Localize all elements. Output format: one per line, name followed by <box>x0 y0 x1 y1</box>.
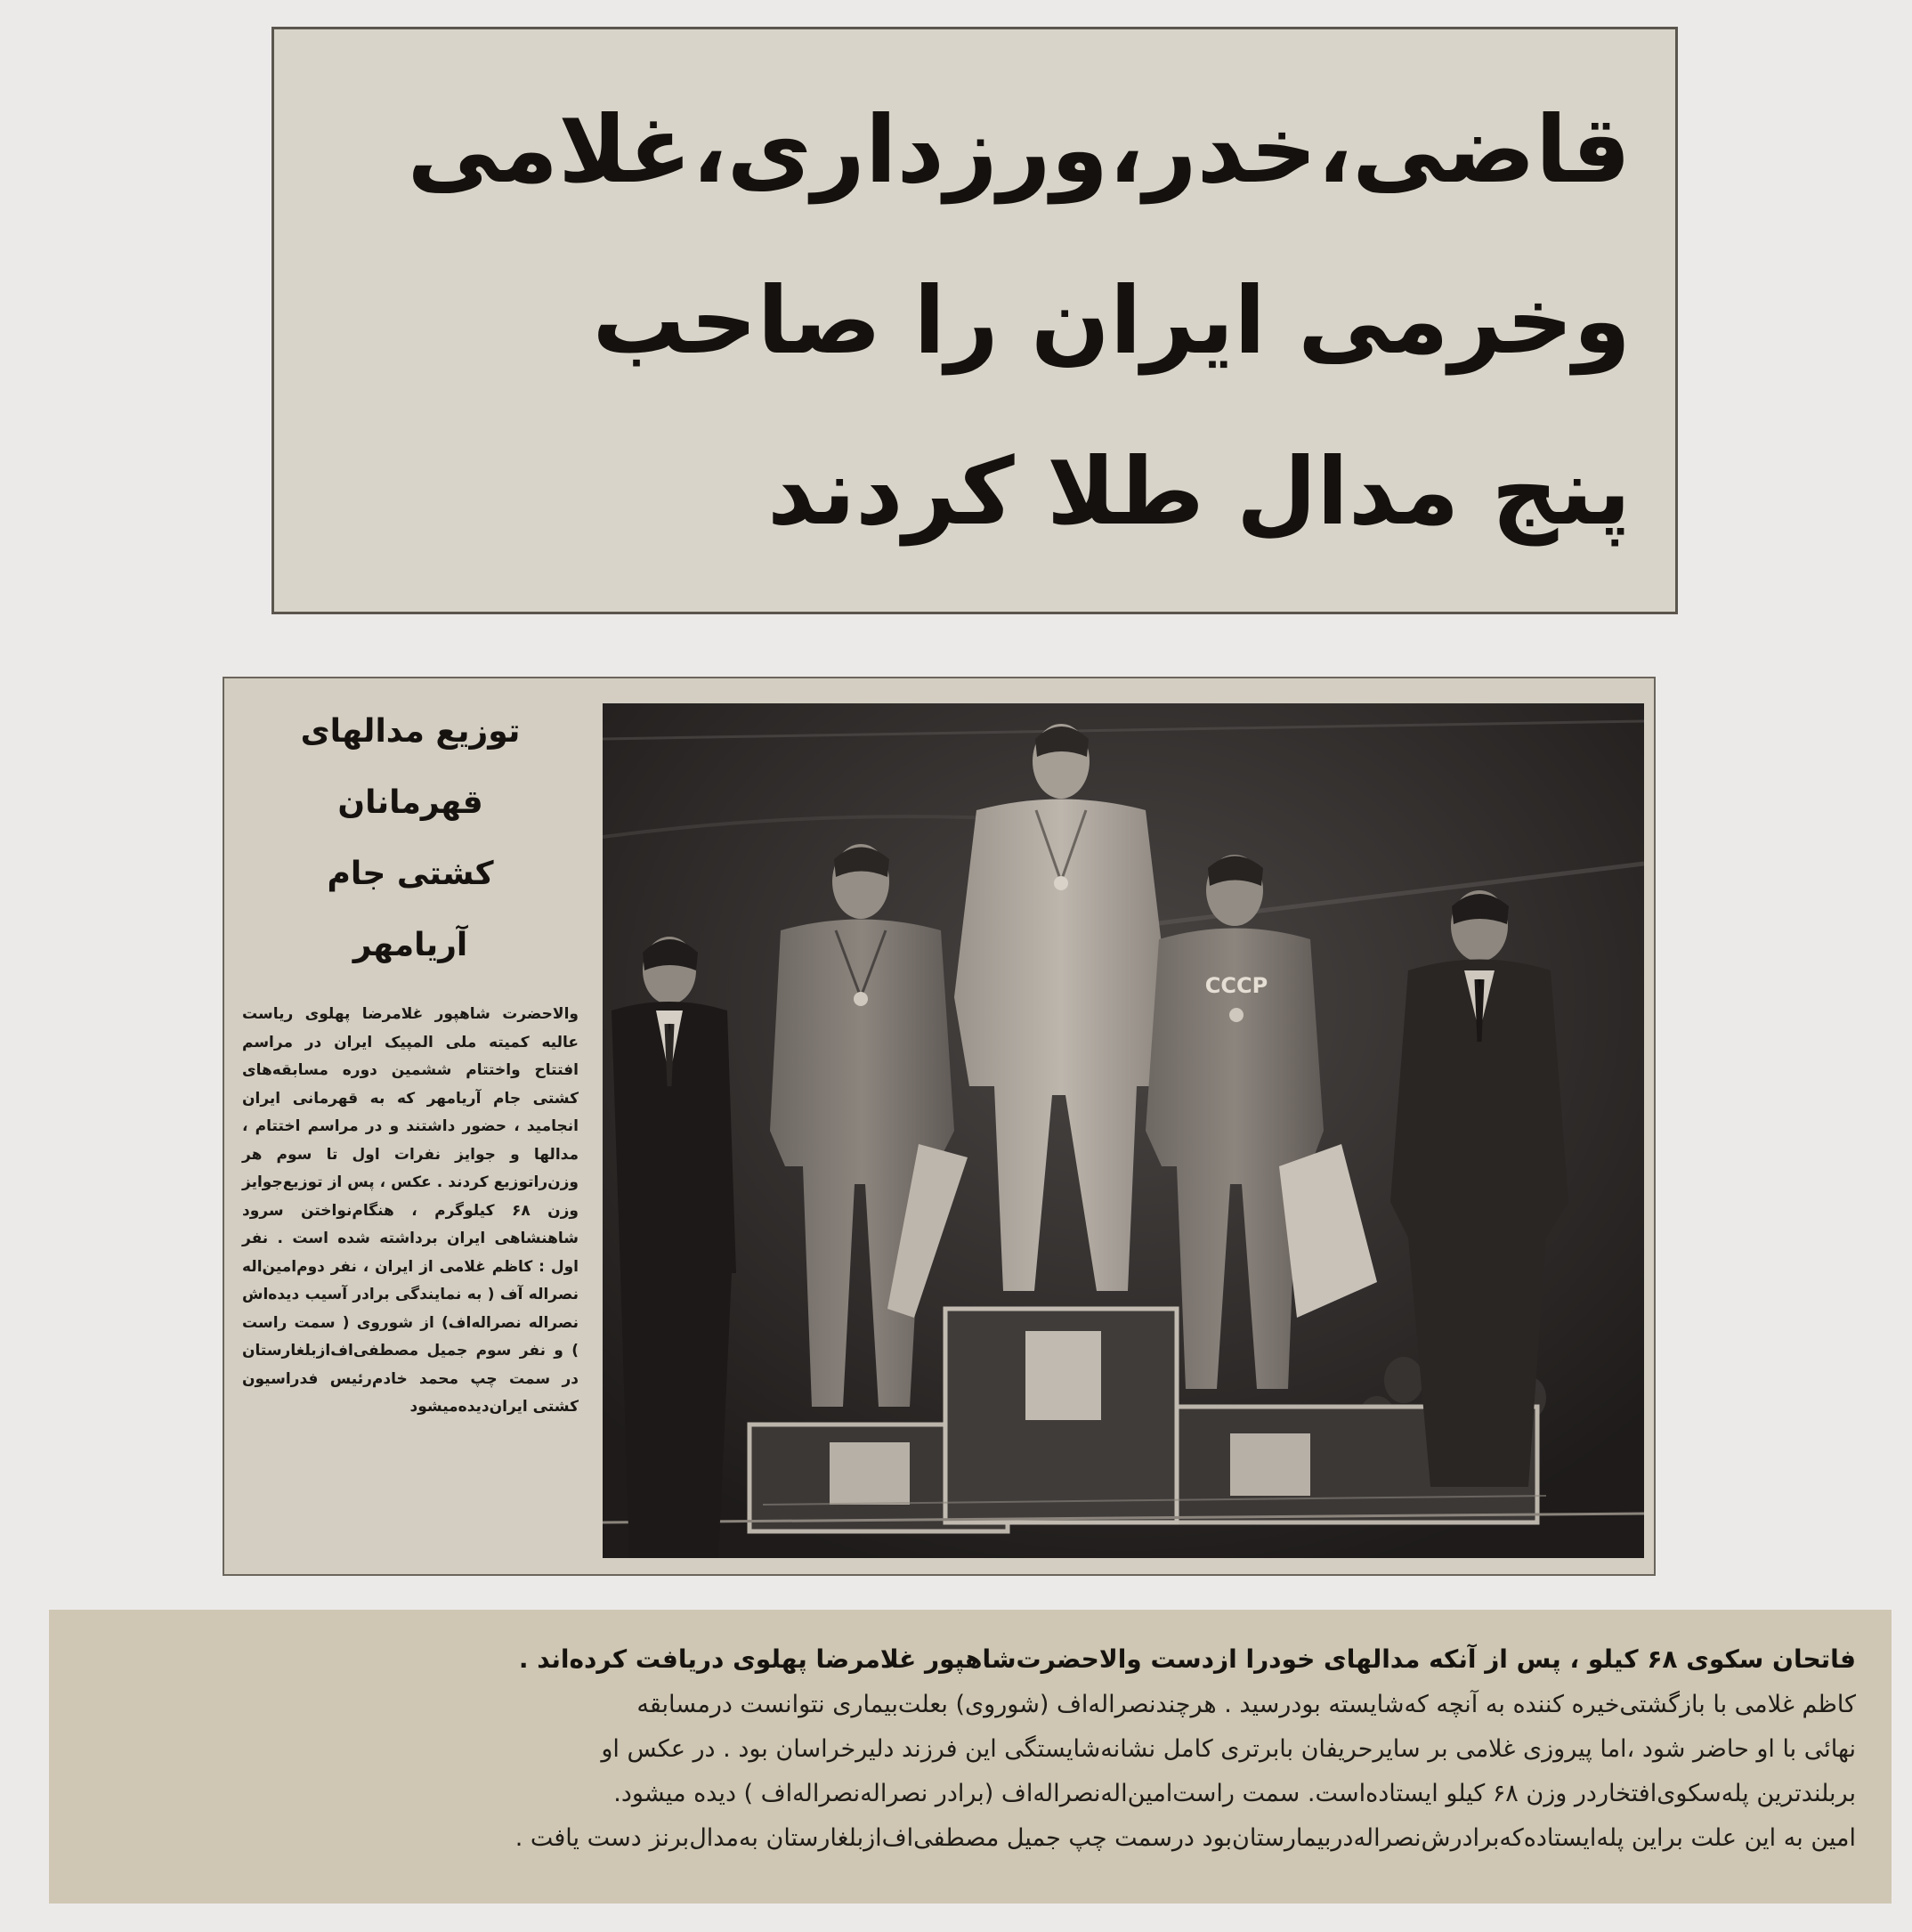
side-title-line-1: توزیع مدالهای <box>300 713 521 750</box>
side-title-line-2: قهرمانان <box>337 784 483 821</box>
headline-line-1: قاضی،خدر،ورزداری،غلامی <box>407 95 1631 204</box>
side-article <box>237 696 584 1555</box>
headline-clipping <box>271 27 1678 614</box>
caption-clipping <box>49 1610 1892 1904</box>
headline-line-2: وخرمی ایران را صاحب <box>592 266 1631 375</box>
caption-line-1: کاظم غلامی با بازگشتی‌خیره کننده به آنچه که‌شایسته بودرسید . هرچندنصراله‌اف (شوروی) بعلت‌بیماری نتوانست درمسابقه <box>636 1691 1856 1718</box>
caption-line-4: امین به این علت براین پله‌ایستاده‌که‌برادرش‌نصراله‌دربیمارستان‌بود درسمت چپ جمیل مصطفی‌اف‌ازبلغارستان به‌مدال‌برنز دست یافت . <box>514 1824 1856 1852</box>
photo-clipping <box>223 677 1656 1576</box>
podium-photo-illustration <box>603 703 1644 1558</box>
podium-photo <box>603 703 1644 1558</box>
side-article-body: والاحضرت شاهپور غلامرضا پهلوی ریاست عالیه کمیته ملی المپیک ایران در مراسم افتتاح واختتام ششمین دوره مسابقه‌های کشتی جام آریامهر که به قهرمانی ایران انجامید ، حضور داشتند و در مراسم اختتام ، مدالها و جوایز نفرات اول تا سوم هر وزن‌راتوزیع کردند . عکس ، پس از توزیع‌جوایز وزن ۶۸ کیلوگرم ، هنگام‌نواختن سرود شاهنشاهی ایران برداشته شده است . نفر اول : کاظم غلامی از ایران ، نفر دوم‌امین‌اله نصراله آف ( به نمایندگی برادر آسیب دیده‌اش نصراله نصراله‌اف) از شوروی ( سمت راست ) و نفر سوم جمیل مصطفی‌اف‌ازبلغارستان در سمت چپ محمد خادم‌رئیس فدراسیون کشتی ایران‌دیده‌میشود <box>242 1005 579 1416</box>
headline-line-3: پنج مدال طلا کردند <box>766 437 1631 546</box>
jersey-lettering: CCCP <box>1204 973 1268 998</box>
side-title-line-3: کشتی جام <box>327 856 494 892</box>
caption-line-3: بربلندترین پله‌سکوی‌افتخاردر وزن ۶۸ کیلو ایستاده‌است. سمت راست‌امین‌اله‌نصراله‌اف (برادر نصراله‌نصراله‌اف ) دیده میشود. <box>613 1780 1856 1807</box>
side-title-line-4: آریامهر <box>352 927 468 963</box>
side-article-title <box>237 696 584 981</box>
caption-line-2: نهائی با او حاضر شود ،اما پیروزی غلامی بر سایرحریفان بابرتری کامل نشانه‌شایستگی این فرزند دلیرخراسان بود . در عکس او <box>601 1735 1856 1763</box>
official-left <box>612 937 736 1558</box>
caption-heading: فاتحان سکوی ۶۸ کیلو ، پس از آنکه مدالهای خودرا ازدست والاحضرت‌شاهپور غلامرضا پهلوی دریافت کرده‌اند . <box>518 1644 1856 1674</box>
